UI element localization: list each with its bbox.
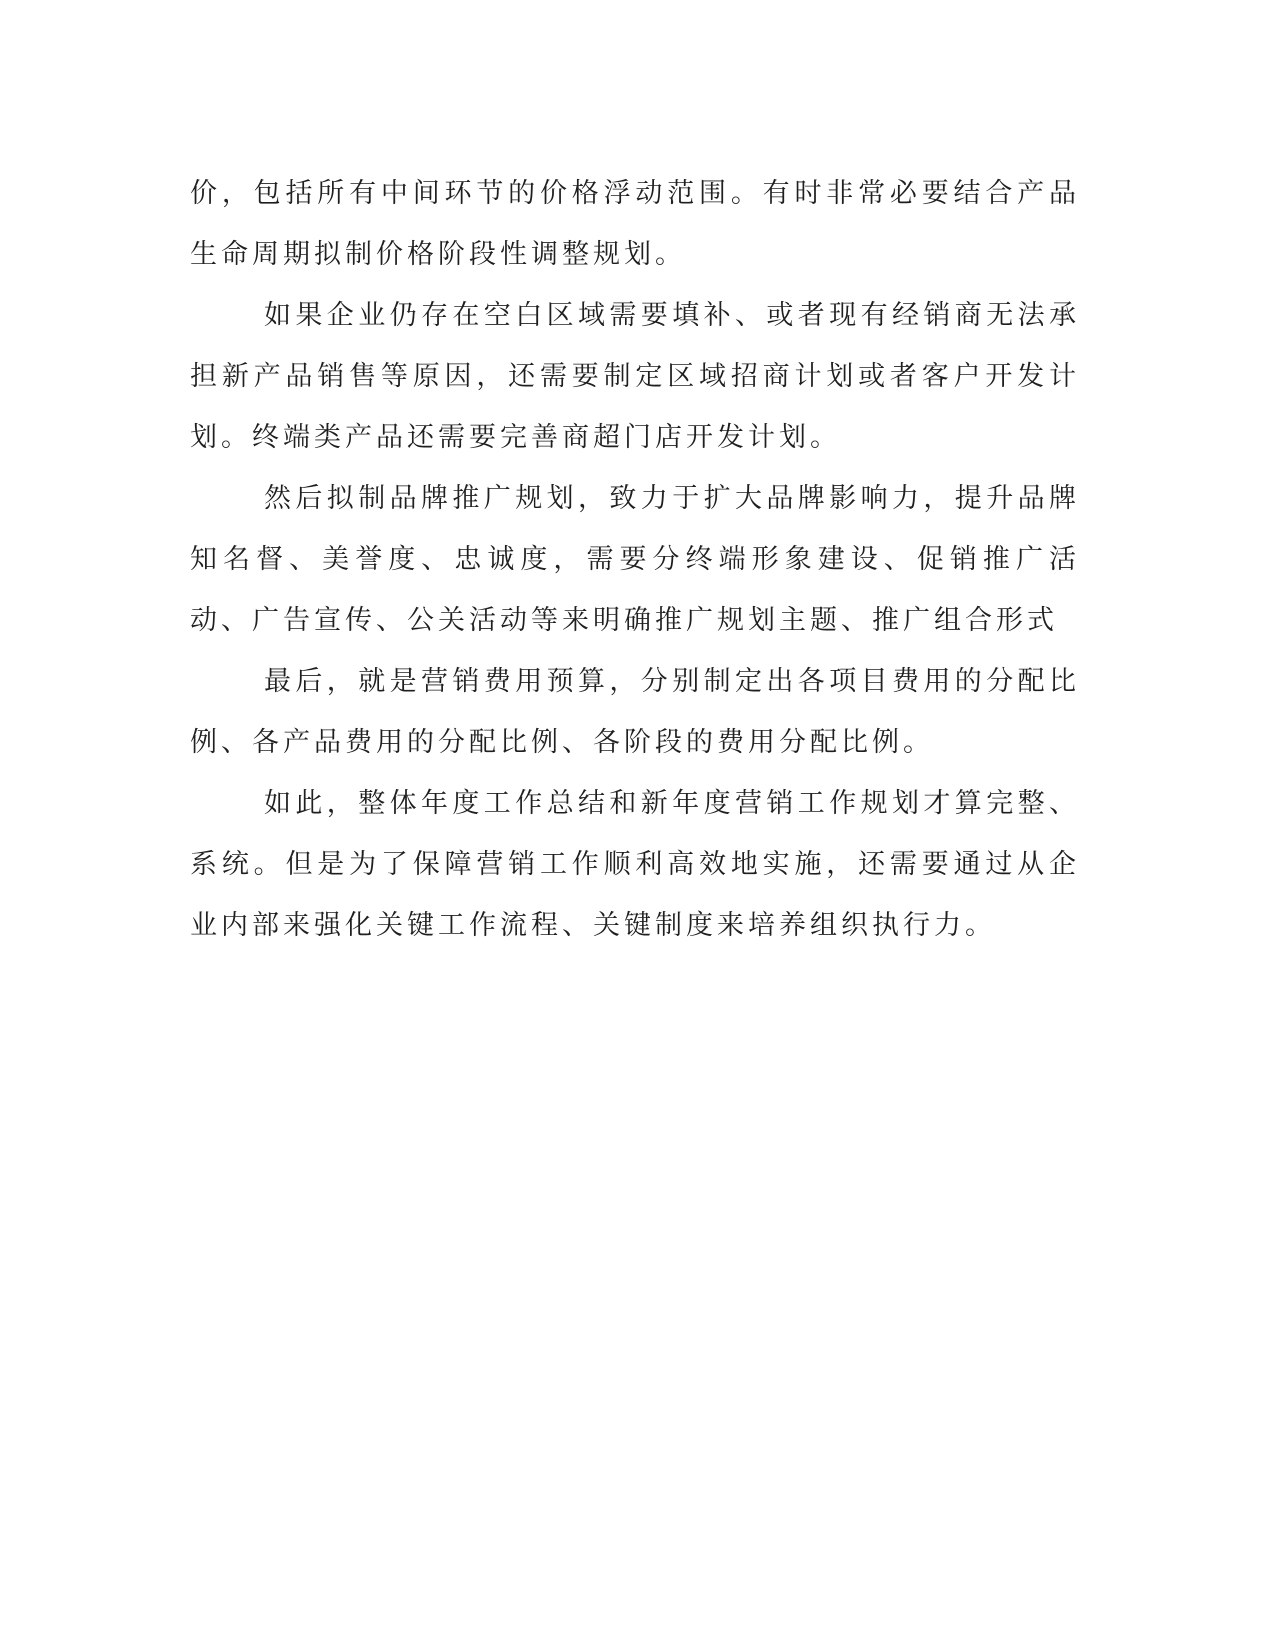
- paragraph-continued: 价，包括所有中间环节的价格浮动范围。有时非常必要结合产品生命周期拟制价格阶段性调整规划。: [190, 178, 1080, 270]
- paragraph-brand-promotion: 然后拟制品牌推广规划，致力于扩大品牌影响力，提升品牌知名督、美誉度、忠诚度，需要分终端形象建设、促销推广活动、广告宣传、公关活动等来明确推广规划主题、推广组合形式: [190, 483, 1080, 636]
- paragraph-conclusion: 如此，整体年度工作总结和新年度营销工作规划才算完整、系统。但是为了保障营销工作顺利高效地实施，还需要通过从企业内部来强化关键工作流程、关键制度来培养组织执行力。: [190, 788, 1080, 941]
- paragraph-regional-plan: 如果企业仍存在空白区域需要填补、或者现有经销商无法承担新产品销售等原因，还需要制定区域招商计划或者客户开发计划。终端类产品还需要完善商超门店开发计划。: [190, 300, 1080, 453]
- document-body: [190, 163, 1080, 956]
- paragraph-budget: 最后，就是营销费用预算，分别制定出各项目费用的分配比例、各产品费用的分配比例、各阶段的费用分配比例。: [190, 666, 1080, 758]
